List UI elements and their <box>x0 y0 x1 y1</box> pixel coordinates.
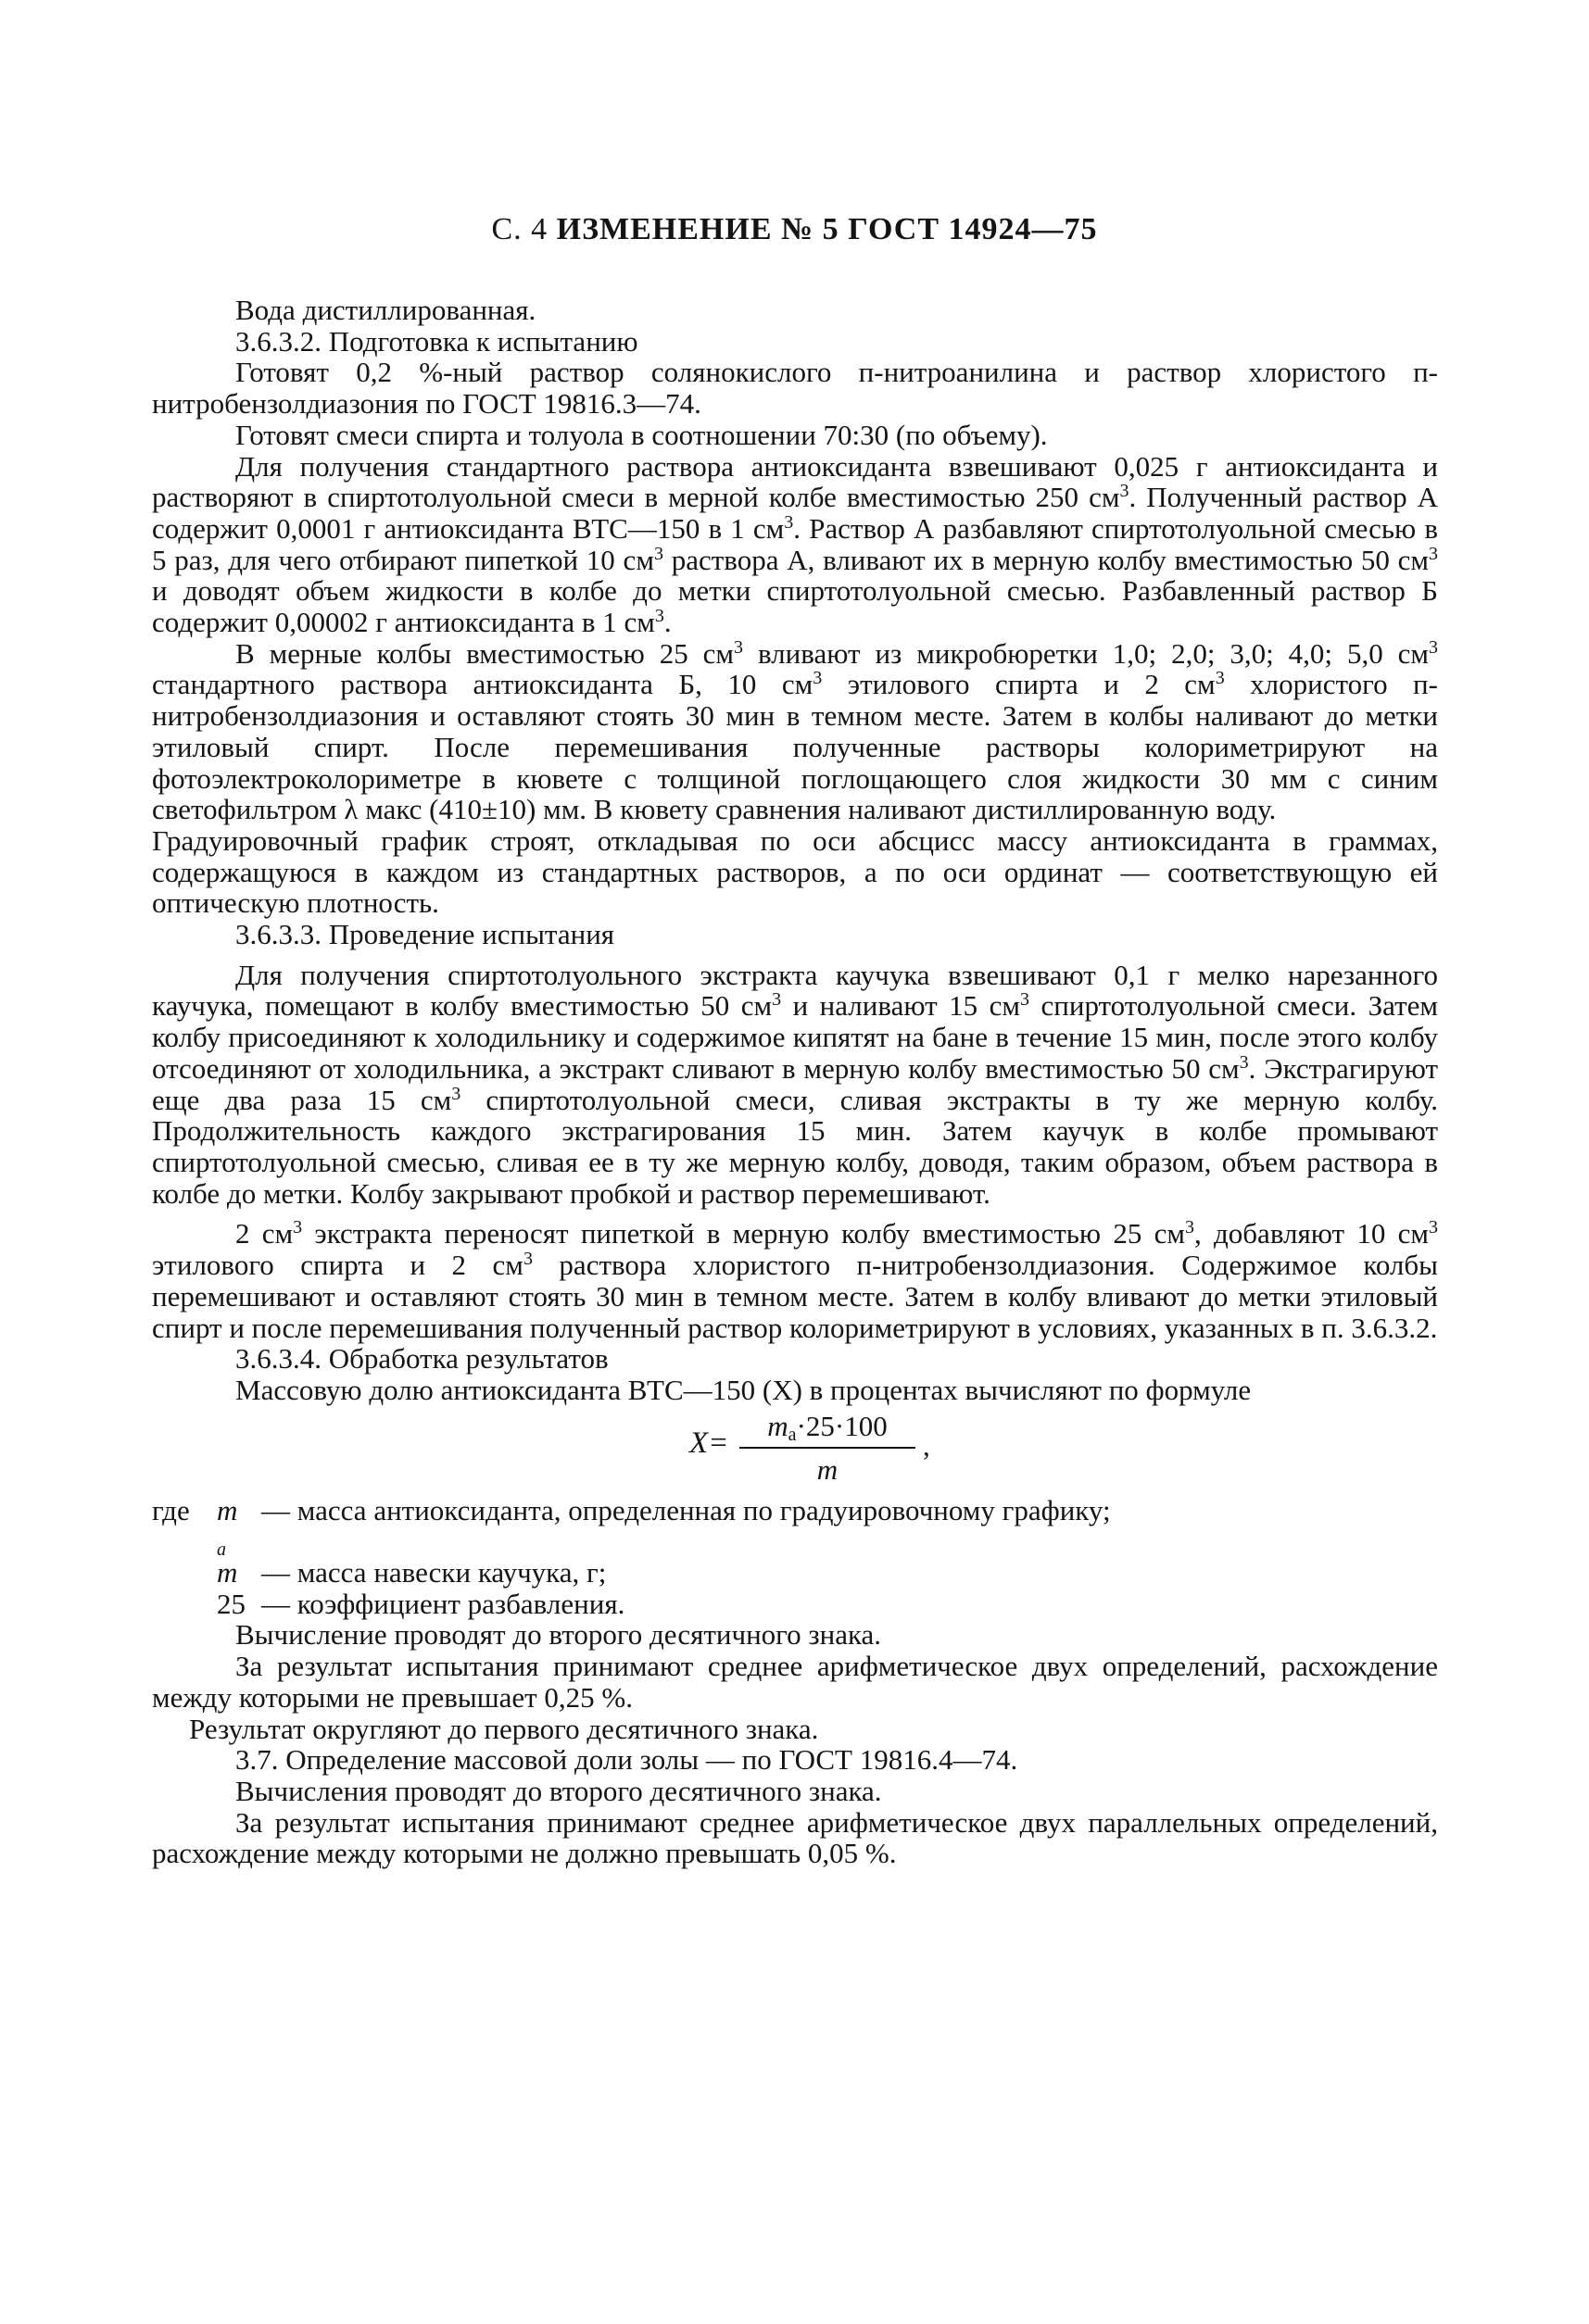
section-heading: 3.6.3.4. Обработка результатов <box>235 1342 609 1376</box>
legend-symbol: 25 <box>217 1587 246 1620</box>
paragraph: Готовят смеси спирта и толуола в соотношении 70:30 (по объему). <box>235 418 1048 451</box>
page-number: С. 4 <box>491 212 549 246</box>
formula-lhs: X= <box>689 1426 729 1460</box>
document-title: ИЗМЕНЕНИЕ № 5 ГОСТ 14924—75 <box>556 212 1098 246</box>
paragraph: Для получения спиртотолуольного экстракта каучука взвешивают 0,1 г мелко нарезанного каучука, помещают в колбу вместимостью 50 $см^3$ и наливают 15 $см^3$ спиртотолуольной смеси. Затем колбу присоединяют к холодильнику и содержимое кипятят на бане в течение 15 мин, после этого колбу отсоединяют от холодильника, а экстракт сливают в мерную колбу вместимостью 50 $см^3$. Экстрагируют еще два раза 15 $см^3$ спиртотолуольной смеси, сливая экстракты в ту же мерную колбу. Продолжительность каждого экстрагирования 15 мин. Затем каучук в колбе промывают спиртотолуольной смесью, сливая ее в ту же мерную колбу, доводя, таким образом, объем раствора в колбе до метки. Колбу закрывают пробкой и раствор перемешивают. <box>152 958 1438 1210</box>
formula-denominator: m <box>816 1452 839 1486</box>
section-heading: 3.6.3.2. Подготовка к испытанию <box>235 324 638 358</box>
section-heading: 3.6.3.3. Проведение испытания <box>235 918 615 951</box>
legend-text: — масса антиоксиданта, определенная по градуировочному графику; <box>261 1493 1111 1526</box>
formula-numerator: $m_a\cdot 25\cdot 100$ <box>767 1409 888 1445</box>
document-body <box>152 295 1438 1869</box>
formula-legend <box>152 1495 1438 1620</box>
paragraph: Результат округляют до первого десятичного знака. <box>189 1712 819 1745</box>
legend-text: — масса навески каучука, г; <box>261 1556 607 1589</box>
paragraph: За результат испытания принимают среднее арифметическое двух параллельных определений, расхождение между которыми не должно превышать 0,05 %. <box>152 1805 1438 1870</box>
paragraph: 2 $см^3$ экстракта переносят пипеткой в мерную колбу вместимостью 25 $см^3$, добавляют 10 $см^3$ этилового спирта и 2 $см^3$ раствора хлористого п-нитробензолдиазония. Содержимое колбы перемешивают и оставляют стоять 30 мин в темном месте. Затем в колбу вливают до метки этиловый спирт и после перемешивания полученный раствор колориметрируют в условиях, указанных в п. 3.6.3.2. <box>152 1217 1439 1344</box>
paragraph: Для получения стандартного раствора антиоксиданта взвешивают 0,025 г антиоксиданта и растворяют в спиртотолуольной смеси в мерной колбе вместимостью 250 $см^3$. Полученный раствор А содержит 0,0001 г антиоксиданта ВТС—150 в 1 $см^3$. Раствор А разбавляют спиртотолуольной смесью в 5 раз, для чего отбирают пипеткой 10 $см^3$ раствора А, вливают их в мерную колбу вместимостью 50 $см^3$ и доводят объем жидкости в колбе до метки спиртотолуольной смесью. Разбавленный раствор Б содержит 0,00002 г антиоксиданта в 1 $см^3$. <box>152 449 1439 639</box>
formula-comma: , <box>923 1428 930 1462</box>
page-header <box>0 211 1589 248</box>
legend-symbol: m $_a$ <box>217 1493 238 1561</box>
legend-text: — коэффициент разбавления. <box>261 1587 625 1620</box>
fraction-bar <box>739 1447 915 1449</box>
legend-lead <box>152 1589 217 1620</box>
paragraph: Вода дистиллированная. <box>235 294 536 326</box>
paragraph: Готовят 0,2 %-ный раствор солянокислого п-нитроанилина и раствор хлористого п-нитробензолдиазония по ГОСТ 19816.3—74. <box>152 356 1438 421</box>
paragraph: Массовую долю антиоксиданта ВТС—150 (X) в процентах вычисляют по формуле <box>235 1373 1252 1406</box>
formula-fraction <box>739 1410 915 1486</box>
paragraph: За результат испытания принимают среднее арифметическое двух определений, расхождение между которыми не превышает 0,25 %. <box>152 1650 1438 1714</box>
paragraph: Вычисление проводят до второго десятичного знака. <box>235 1618 882 1652</box>
formula <box>152 1410 1438 1489</box>
paragraph: В мерные колбы вместимостью 25 $см^3$ вливают из микробюретки 1,0; 2,0; 3,0; 4,0; 5,0 $см^3$ стандартного раствора антиоксиданта Б, 10 $см^3$ этилового спирта и 2 $см^3$ хлористого п-нитробензолдиазония и оставляют стоять 30 мин в темном месте. Затем в колбы наливают до метки этиловый спирт. После перемешивания полученные растворы колориметрируют на фотоэлектроколориметре в кювете с толщиной поглощающего слоя жидкости 30 мм с синим светофильтром λ макс (410±10) мм. В кювету сравнения наливают дистиллированную воду. <box>152 636 1438 826</box>
section-heading: 3.7. Определение массовой доли золы — по ГОСТ 19816.4—74. <box>235 1743 1018 1777</box>
legend-symbol: m <box>217 1556 238 1589</box>
legend-lead: где <box>152 1493 190 1526</box>
paragraph: Вычисления проводят до второго десятичного знака. <box>235 1774 882 1807</box>
paragraph: Градуировочный график строят, откладывая по оси абсцисс массу антиоксиданта в граммах, содержащуюся в каждом из стандартных растворов, а по оси ординат — соответствующую ей оптическую плотность. <box>152 823 1438 920</box>
legend-lead <box>152 1557 217 1589</box>
